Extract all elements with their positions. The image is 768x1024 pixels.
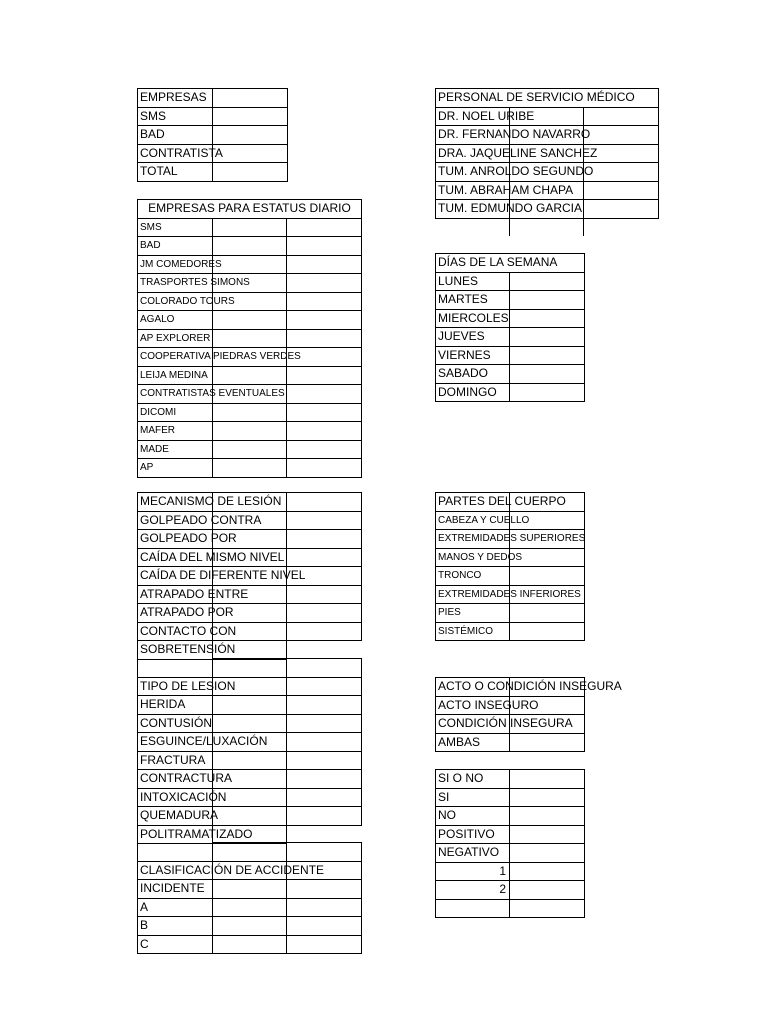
empty-cell bbox=[138, 659, 213, 678]
empty-cell[interactable] bbox=[287, 659, 362, 678]
empty-cell[interactable] bbox=[287, 385, 362, 404]
estatus-table bbox=[137, 199, 362, 478]
sino-row: SI bbox=[436, 788, 510, 807]
sino-number: 2 bbox=[436, 881, 510, 900]
mecanismo-row: SOBRETENSIÓN bbox=[138, 641, 213, 660]
empty-cell[interactable] bbox=[213, 126, 288, 145]
clasificacion-row: B bbox=[138, 917, 213, 936]
empty-cell[interactable] bbox=[287, 585, 362, 604]
empty-cell[interactable] bbox=[287, 292, 362, 311]
acto-header: ACTO O CONDICIÓN INSEGURA bbox=[436, 678, 510, 697]
empty-cell[interactable] bbox=[213, 696, 287, 715]
empty-cell[interactable] bbox=[584, 126, 659, 145]
dias-row: VIERNES bbox=[436, 346, 510, 365]
estatus-row: CONTRATISTAS EVENTUALES bbox=[138, 385, 213, 404]
empty-cell[interactable] bbox=[510, 309, 585, 328]
partes-header: PARTES DEL CUERPO bbox=[436, 493, 510, 512]
empty-cell[interactable] bbox=[287, 311, 362, 330]
empty-cell[interactable] bbox=[213, 807, 287, 826]
mecanismo-table bbox=[137, 492, 362, 660]
empty-cell[interactable] bbox=[213, 329, 287, 348]
mecanismo-row: CAÍDA DE DIFERENTE NIVEL bbox=[138, 567, 213, 586]
empty-cell[interactable] bbox=[213, 659, 287, 678]
clasificacion-row: INCIDENTE bbox=[138, 880, 213, 899]
empty-cell[interactable] bbox=[287, 403, 362, 422]
empty-cell[interactable] bbox=[213, 917, 287, 936]
empty-cell[interactable] bbox=[287, 440, 362, 459]
clasificacion-row: A bbox=[138, 898, 213, 917]
dias-header: DÍAS DE LA SEMANA bbox=[436, 254, 585, 273]
empty-cell[interactable] bbox=[213, 714, 287, 733]
mecanismo-row: CAÍDA DEL MISMO NIVEL bbox=[138, 548, 213, 567]
empty-cell[interactable] bbox=[584, 107, 659, 126]
empty-cell[interactable] bbox=[287, 530, 362, 549]
empty-cell[interactable] bbox=[287, 622, 362, 641]
empty-cell[interactable] bbox=[510, 844, 585, 863]
empresas-table bbox=[137, 88, 288, 182]
empty-cell[interactable] bbox=[510, 383, 585, 402]
estatus-row: AP EXPLORER bbox=[138, 329, 213, 348]
empty-cell[interactable] bbox=[287, 714, 362, 733]
empty-cell[interactable] bbox=[510, 899, 585, 918]
empty-cell[interactable] bbox=[287, 770, 362, 789]
sino-row: NO bbox=[436, 807, 510, 826]
clasificacion-header: CLASIFICACIÓN DE ACCIDENTE bbox=[138, 861, 213, 880]
empty-cell[interactable] bbox=[510, 770, 585, 789]
empty-cell[interactable] bbox=[510, 365, 585, 384]
personal-row: TUM. ABRAHAM CHAPA bbox=[436, 181, 510, 200]
empresas-header: EMPRESAS bbox=[138, 89, 213, 108]
empty-cell[interactable] bbox=[287, 274, 362, 293]
estatus-header: EMPRESAS PARA ESTATUS DIARIO bbox=[138, 200, 362, 219]
personal-row: DR. FERNANDO NAVARRO bbox=[436, 126, 510, 145]
sino-row: NEGATIVO bbox=[436, 844, 510, 863]
empty-cell[interactable] bbox=[584, 163, 659, 182]
empty-cell bbox=[584, 218, 659, 236]
mecanismo-header: MECANISMO DE LESIÓN bbox=[138, 493, 213, 512]
empty-cell[interactable] bbox=[510, 788, 585, 807]
empty-cell[interactable] bbox=[287, 218, 362, 237]
tipo-row: CONTRACTURA bbox=[138, 770, 213, 789]
empresas-row: BAD bbox=[138, 126, 213, 145]
dias-row: LUNES bbox=[436, 272, 510, 291]
partes-table bbox=[435, 492, 585, 641]
tipo-row: HERIDA bbox=[138, 696, 213, 715]
empty-cell[interactable] bbox=[287, 917, 362, 936]
empty-cell[interactable] bbox=[287, 511, 362, 530]
empty-cell[interactable] bbox=[510, 622, 585, 641]
empty-cell[interactable] bbox=[213, 163, 288, 182]
partes-row: TRONCO bbox=[436, 567, 510, 586]
dias-row: SABADO bbox=[436, 365, 510, 384]
empty-cell bbox=[287, 641, 362, 660]
empty-cell[interactable] bbox=[510, 733, 585, 752]
empty-cell[interactable] bbox=[213, 311, 287, 330]
acto-row: ACTO INSEGURO bbox=[436, 696, 510, 715]
empty-cell[interactable] bbox=[213, 422, 287, 441]
mecanismo-row: ATRAPADO POR bbox=[138, 604, 213, 623]
tipo-row: INTOXICACIÓN bbox=[138, 788, 213, 807]
empty-cell bbox=[287, 825, 362, 844]
personal-row: DRA. JAQUELINE SANCHEZ bbox=[436, 144, 510, 163]
estatus-row: MAFER bbox=[138, 422, 213, 441]
estatus-row: LEIJA MEDINA bbox=[138, 366, 213, 385]
empty-cell[interactable] bbox=[287, 329, 362, 348]
empty-cell[interactable] bbox=[287, 422, 362, 441]
partes-row: MANOS Y DEDOS bbox=[436, 548, 510, 567]
tipo-row: QUEMADURA bbox=[138, 807, 213, 826]
dias-row: DOMINGO bbox=[436, 383, 510, 402]
empty-cell[interactable] bbox=[213, 880, 287, 899]
tipo-row: FRACTURA bbox=[138, 751, 213, 770]
empty-cell[interactable] bbox=[287, 677, 362, 696]
empty-cell[interactable] bbox=[510, 328, 585, 347]
empty-cell[interactable] bbox=[213, 237, 287, 256]
dias-row: JUEVES bbox=[436, 328, 510, 347]
empresas-row: CONTRATISTA bbox=[138, 144, 213, 163]
partes-row: EXTREMIDADES INFERIORES bbox=[436, 585, 510, 604]
mecanismo-row: GOLPEADO POR bbox=[138, 530, 213, 549]
empty-cell[interactable] bbox=[213, 107, 288, 126]
empty-cell[interactable] bbox=[510, 807, 585, 826]
empty-cell[interactable] bbox=[287, 807, 362, 826]
estatus-row: JM COMEDORES bbox=[138, 255, 213, 274]
personal-header: PERSONAL DE SERVICIO MÉDICO bbox=[436, 89, 659, 108]
empty-cell[interactable] bbox=[287, 493, 362, 512]
mecanismo-row: ATRAPADO ENTRE bbox=[138, 585, 213, 604]
empty-cell[interactable] bbox=[287, 459, 362, 478]
empty-cell[interactable] bbox=[287, 255, 362, 274]
empty-cell[interactable] bbox=[213, 403, 287, 422]
empty-cell[interactable] bbox=[213, 459, 287, 478]
empty-cell[interactable] bbox=[510, 862, 585, 881]
estatus-row: TRASPORTES SIMONS bbox=[138, 274, 213, 293]
empty-cell[interactable] bbox=[287, 843, 362, 862]
empty-cell[interactable] bbox=[287, 366, 362, 385]
empty-cell[interactable] bbox=[287, 898, 362, 917]
empty-cell[interactable] bbox=[510, 291, 585, 310]
empty-cell[interactable] bbox=[213, 255, 287, 274]
dias-table bbox=[435, 253, 585, 402]
tipo-row: ESGUINCE/LUXACIÓN bbox=[138, 733, 213, 752]
partes-row: CABEZA Y CUELLO bbox=[436, 511, 510, 530]
empty-cell bbox=[138, 843, 213, 862]
clasificacion-table bbox=[137, 842, 362, 954]
empty-cell[interactable] bbox=[287, 604, 362, 623]
empty-cell[interactable] bbox=[584, 181, 659, 200]
empty-cell[interactable] bbox=[510, 881, 585, 900]
clasificacion-row: C bbox=[138, 935, 213, 954]
acto-row: CONDICIÓN INSEGURA bbox=[436, 715, 510, 734]
tipo-table bbox=[137, 658, 362, 844]
personal-row: TUM. EDMUNDO GARCIA bbox=[436, 200, 510, 219]
sino-number: 1 bbox=[436, 862, 510, 881]
partes-row: EXTREMIDADES SUPERIORES bbox=[436, 530, 510, 549]
empresas-row: TOTAL bbox=[138, 163, 213, 182]
empty-cell[interactable] bbox=[213, 751, 287, 770]
acto-row: AMBAS bbox=[436, 733, 510, 752]
empty-cell[interactable] bbox=[213, 366, 287, 385]
dias-row: MARTES bbox=[436, 291, 510, 310]
empty-cell[interactable] bbox=[213, 440, 287, 459]
empty-cell[interactable] bbox=[510, 272, 585, 291]
estatus-row: SMS bbox=[138, 218, 213, 237]
empty-cell[interactable] bbox=[287, 880, 362, 899]
estatus-row: AGALO bbox=[138, 311, 213, 330]
personal-row: DR. NOEL URIBE bbox=[436, 107, 510, 126]
empty-cell[interactable] bbox=[287, 788, 362, 807]
empty-cell[interactable] bbox=[287, 935, 362, 954]
tipo-header: TIPO DE LESION bbox=[138, 677, 213, 696]
empty-cell[interactable] bbox=[287, 696, 362, 715]
personal-table bbox=[435, 88, 659, 236]
empty-cell[interactable] bbox=[287, 733, 362, 752]
empty-cell[interactable] bbox=[510, 567, 585, 586]
empresas-row: SMS bbox=[138, 107, 213, 126]
estatus-row: DICOMI bbox=[138, 403, 213, 422]
partes-row: PIES bbox=[436, 604, 510, 623]
empty-cell[interactable] bbox=[213, 843, 287, 862]
empty-cell[interactable] bbox=[510, 604, 585, 623]
empty-cell[interactable] bbox=[287, 237, 362, 256]
sino-header: SI O NO bbox=[436, 770, 510, 789]
estatus-row: COLORADO TOURS bbox=[138, 292, 213, 311]
acto-table bbox=[435, 677, 622, 752]
empty-cell[interactable] bbox=[213, 218, 287, 237]
tipo-row: CONTUSIÓN bbox=[138, 714, 213, 733]
empty-cell bbox=[510, 218, 584, 236]
sino-table bbox=[435, 769, 585, 918]
sino-row: POSITIVO bbox=[436, 825, 510, 844]
empty-cell[interactable] bbox=[510, 825, 585, 844]
empty-cell[interactable] bbox=[510, 346, 585, 365]
empty-cell[interactable] bbox=[436, 218, 510, 236]
mecanismo-row: GOLPEADO CONTRA bbox=[138, 511, 213, 530]
empty-cell[interactable] bbox=[213, 89, 288, 108]
empty-cell[interactable] bbox=[213, 898, 287, 917]
partes-row: SISTÉMICO bbox=[436, 622, 510, 641]
empty-cell[interactable] bbox=[436, 899, 510, 918]
empty-cell[interactable] bbox=[213, 144, 288, 163]
tipo-row: POLITRAMATIZADO bbox=[138, 825, 213, 844]
estatus-row: MADE bbox=[138, 440, 213, 459]
estatus-row: BAD bbox=[138, 237, 213, 256]
empty-cell[interactable] bbox=[213, 935, 287, 954]
estatus-row: COOPERATIVA PIEDRAS VERDES bbox=[138, 348, 213, 367]
empty-cell[interactable] bbox=[287, 548, 362, 567]
empty-cell[interactable] bbox=[584, 200, 659, 219]
empty-cell[interactable] bbox=[287, 751, 362, 770]
dias-row: MIERCOLES bbox=[436, 309, 510, 328]
mecanismo-row: CONTACTO CON bbox=[138, 622, 213, 641]
estatus-row: AP bbox=[138, 459, 213, 478]
personal-row: TUM. ANROLDO SEGUNDO bbox=[436, 163, 510, 182]
